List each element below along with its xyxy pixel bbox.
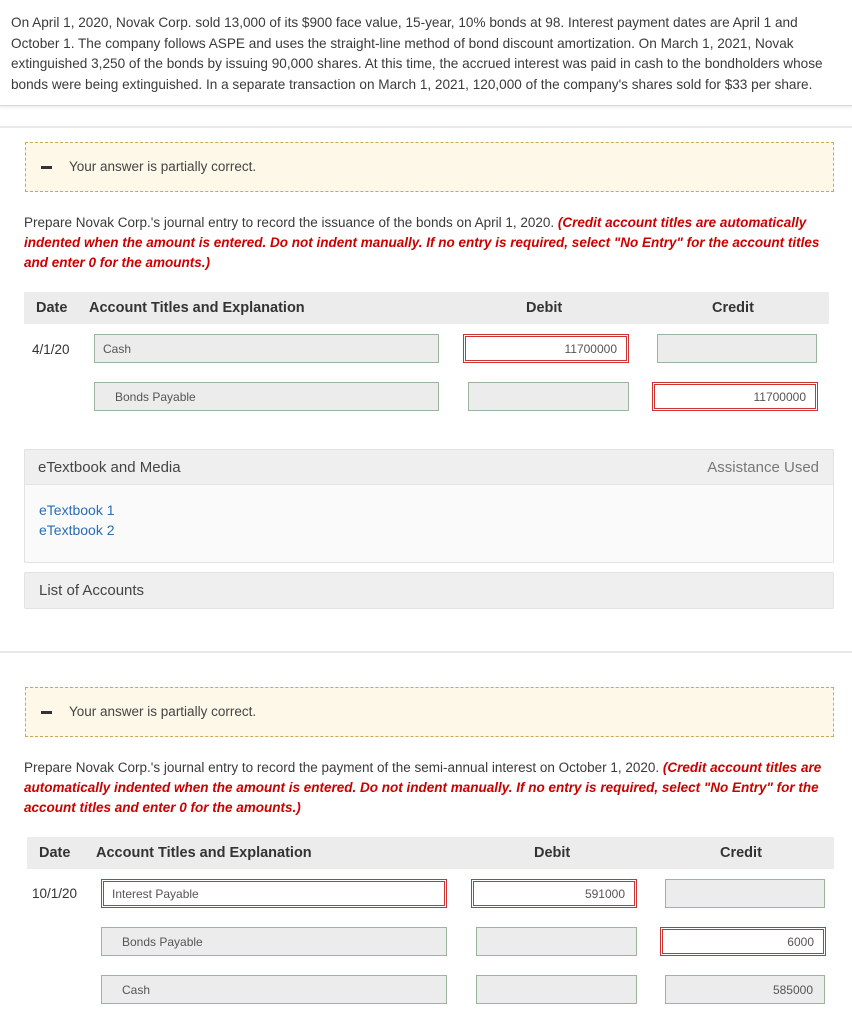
header-debit: Debit (526, 300, 563, 316)
partial-icon (41, 166, 52, 169)
journal-table-header (24, 292, 829, 324)
debit-amount-input[interactable]: 591000 (471, 879, 637, 908)
section-divider (0, 126, 852, 128)
etextbook-link-1[interactable]: eTextbook 1 (39, 502, 115, 518)
question-prompt (24, 758, 836, 818)
header-date: Date (36, 300, 68, 316)
credit-amount-input[interactable]: 11700000 (652, 382, 818, 411)
notice-text: Your answer is partially correct. (69, 159, 257, 174)
header-account: Account Titles and Explanation (89, 300, 305, 316)
debit-amount-input[interactable] (476, 927, 637, 956)
section-divider (0, 651, 852, 653)
etextbook-link-2[interactable]: eTextbook 2 (39, 522, 115, 538)
account-title-input[interactable]: Cash (94, 334, 439, 363)
account-title-input[interactable]: Cash (101, 975, 447, 1004)
etextbook-header[interactable] (24, 449, 834, 485)
partial-correct-notice (25, 142, 834, 192)
prompt-text: Prepare Novak Corp.'s journal entry to record the payment of the semi-annual interest on October 1, 2020. (24, 760, 663, 775)
prompt-text: Prepare Novak Corp.'s journal entry to record the issuance of the bonds on April 1, 2020. (24, 215, 558, 230)
debit-amount-input[interactable] (476, 975, 637, 1004)
debit-amount-input[interactable]: 11700000 (463, 334, 629, 363)
header-account: Account Titles and Explanation (96, 845, 312, 861)
entry-date: 4/1/20 (32, 342, 70, 357)
credit-amount-input[interactable]: 585000 (665, 975, 825, 1004)
credit-amount-input[interactable] (665, 879, 825, 908)
partial-correct-notice (25, 687, 834, 737)
header-credit: Credit (712, 300, 754, 316)
prompt-instructions: (Credit account titles are automatically indented when the amount is entered. Do not indent manually. If no entry is required, select "No Entry" for the account titles and enter 0 for the amounts.) (24, 215, 820, 270)
header-debit: Debit (534, 845, 571, 861)
header-date: Date (39, 845, 71, 861)
account-title-input[interactable]: Bonds Payable (101, 927, 447, 956)
account-title-input[interactable]: Interest Payable (101, 879, 447, 908)
list-of-accounts-button[interactable] (24, 572, 834, 609)
etextbook-links (39, 500, 115, 540)
journal-table-header (27, 837, 834, 869)
problem-statement: On April 1, 2020, Novak Corp. sold 13,000 of its $900 face value, 15-year, 10% bonds at 98. Interest payment dates are April 1 and October 1. The company follows ASPE and uses the straight-line method of bond discount amortization. On March 1, 2021, Novak extinguished 3,250 of the bonds by issuing 90,000 shares. At this time, the accrued interest was paid in cash to the bondholders whose bonds were being extinguished. In a separate transaction on March 1, 2021, 120,000 of the company's shares sold for $33 per share. (0, 0, 852, 106)
account-title-input[interactable]: Bonds Payable (94, 382, 439, 411)
entry-date: 10/1/20 (32, 886, 78, 901)
credit-amount-input[interactable] (657, 334, 817, 363)
assistance-used-label: Assistance Used (707, 459, 819, 476)
prompt-instructions: (Credit account titles are automatically indented when the amount is entered. Do not indent manually. If no entry is required, select "No Entry" for the account titles and enter 0 for the amounts.) (24, 760, 822, 815)
debit-amount-input[interactable] (468, 382, 629, 411)
list-of-accounts-label: List of Accounts (39, 582, 145, 599)
notice-text: Your answer is partially correct. (69, 704, 257, 719)
partial-icon (41, 711, 52, 714)
etextbook-title: eTextbook and Media (38, 459, 181, 476)
credit-amount-input[interactable]: 6000 (660, 927, 826, 956)
question-prompt (24, 213, 836, 273)
header-credit: Credit (720, 845, 762, 861)
